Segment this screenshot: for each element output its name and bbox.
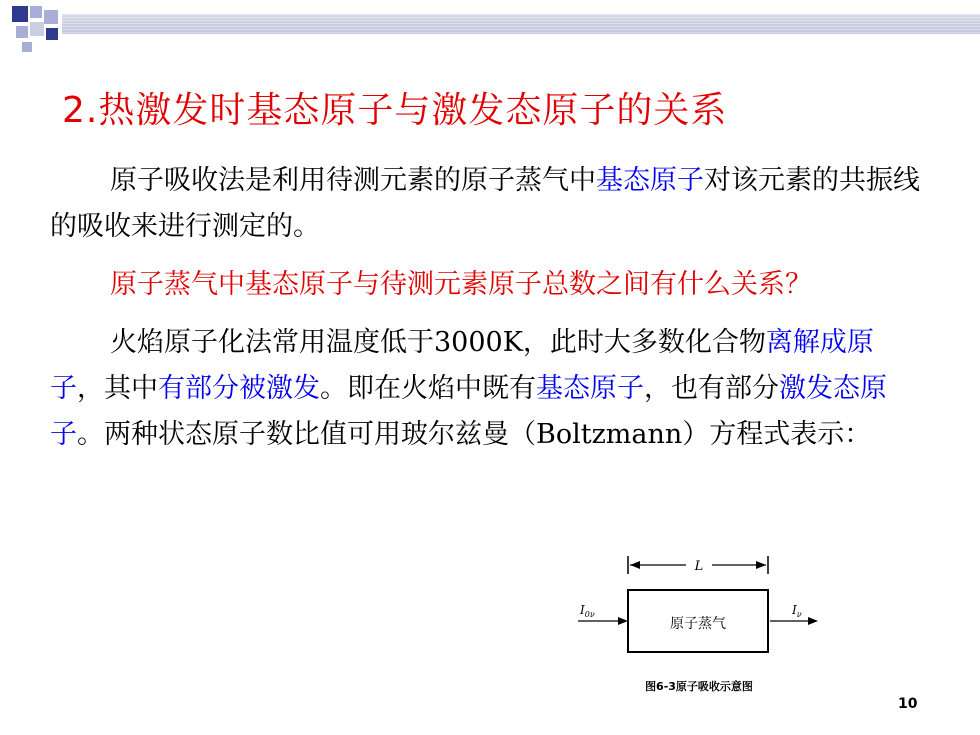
text-segment: 。两种状态原子数比值可用玻尔兹曼（Boltzmann）方程式表示： xyxy=(77,419,872,450)
text-segment: ，其中 xyxy=(77,373,158,404)
dimension-arrow-right xyxy=(756,561,766,569)
box-label: 原子蒸气 xyxy=(670,616,726,632)
text-segment: 原子蒸气中基态原子与待测元素原子总数之间有什么关系？ xyxy=(110,269,812,300)
text-segment: 。即在火焰中既有 xyxy=(320,373,536,404)
paragraph xyxy=(50,158,922,250)
paragraph xyxy=(50,262,922,308)
deco-square xyxy=(30,6,42,18)
output-arrow xyxy=(808,617,818,625)
deco-square xyxy=(22,42,32,52)
text-segment: 原子吸收法是利用待测元素的原子蒸气中 xyxy=(110,165,596,196)
text-segment: 有部分被激发 xyxy=(158,373,320,404)
deco-square xyxy=(46,28,58,40)
output-label: $I_\nu$ xyxy=(792,603,802,619)
input-arrow xyxy=(618,617,628,625)
text-segment: 离解成原子 xyxy=(50,327,874,404)
text-segment: 基态原子 xyxy=(596,165,704,196)
slide-title: 2.热激发时基态原子与激发态原子的关系 xyxy=(62,90,728,131)
text-segment: 火焰原子化法常用温度低于3000K，此时大多数化合物 xyxy=(110,327,766,358)
deco-square xyxy=(44,10,58,24)
text-segment: 对该元素的共振线的吸收来进行测定的。 xyxy=(50,165,920,242)
paragraph xyxy=(50,320,922,458)
absorption-diagram xyxy=(570,552,828,702)
input-label: $I_{0\nu}$ xyxy=(580,603,595,619)
text-segment: 激发态原子 xyxy=(50,373,887,450)
deco-square xyxy=(16,26,28,38)
length-label: L xyxy=(694,559,704,574)
header-bar xyxy=(62,14,980,34)
dimension-arrow-left xyxy=(630,561,640,569)
diagram-svg xyxy=(570,552,828,702)
text-segment: ，也有部分 xyxy=(644,373,779,404)
figure-caption: 图6-3原子吸收示意图 xyxy=(645,680,753,693)
text-segment: 基态原子 xyxy=(536,373,644,404)
page-number: 10 xyxy=(898,696,918,712)
deco-square xyxy=(30,22,44,36)
slide-body xyxy=(50,158,922,458)
deco-square xyxy=(12,6,28,22)
